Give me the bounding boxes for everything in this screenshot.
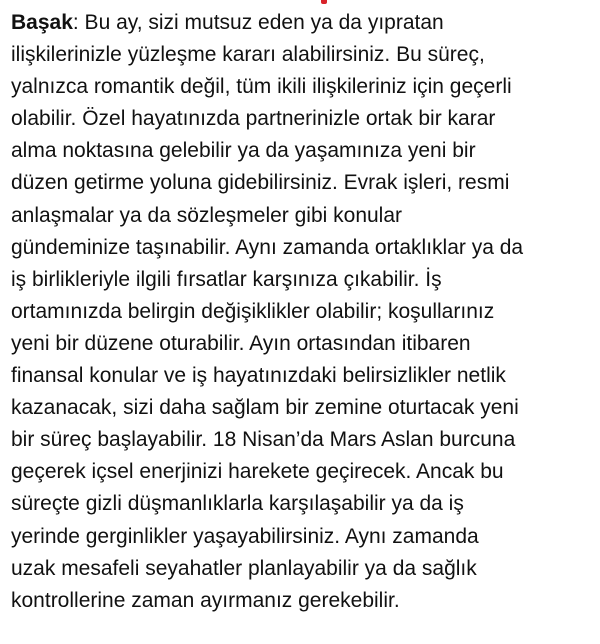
text-line: süreçte gizli düşmanlıklarla karşılaşabilir ya da iş: [11, 492, 464, 516]
text-line: geçerek içsel enerjinizi harekete geçirecek. Ancak bu: [11, 460, 504, 484]
text-line: olabilir. Özel hayatınızda partnerinizle ortak bir karar: [11, 107, 496, 131]
text-line: alma noktasına gelebilir ya da yaşamınıza yeni bir: [11, 139, 476, 163]
text-line: düzen getirme yoluna gidebilirsiniz. Evrak işleri, resmi: [11, 171, 510, 195]
text-line: ortamınızda belirgin değişiklikler olabilir; koşullarınız: [11, 299, 495, 323]
text-line: anlaşmalar ya da sözleşmeler gibi konular: [11, 203, 403, 227]
text-line: kontrollerine zaman ayırmanız gerekebilir.: [11, 588, 400, 612]
text-line: bir süreç başlayabilir. 18 Nisan’da Mars Aslan burcuna: [11, 428, 516, 452]
sign-name: Başak: [11, 11, 73, 34]
horoscope-paragraph: [11, 7, 596, 617]
text-line: yerinde gerginlikler yaşayabilirsiniz. Aynı zamanda: [11, 524, 479, 548]
first-line-text: : Bu ay, sizi mutsuz eden ya da yıpratan: [72, 11, 444, 34]
text-line: finansal konular ve iş hayatınızdaki belirsizlikler netlik: [11, 364, 506, 388]
text-line: yeni bir düzene oturabilir. Ayın ortasından itibaren: [11, 331, 471, 355]
text-line: kazanacak, sizi daha sağlam bir zemine oturtacak yeni: [11, 396, 519, 420]
text-line: [11, 7, 596, 39]
text-line: iş birlikleriyle ilgili fırsatlar karşınıza çıkabilir. İş: [11, 267, 442, 291]
text-line: uzak mesafeli seyahatler planlayabilir ya da sağlık: [11, 556, 477, 580]
text-line: yalnızca romantik değil, tüm ikili ilişkileriniz için geçerli: [11, 75, 512, 99]
red-accent-mark: [321, 0, 327, 4]
text-line: gündeminize taşınabilir. Aynı zamanda ortaklıklar ya da: [11, 235, 524, 259]
text-line: ilişkilerinizle yüzleşme kararı alabilirsiniz. Bu süreç,: [11, 43, 485, 67]
